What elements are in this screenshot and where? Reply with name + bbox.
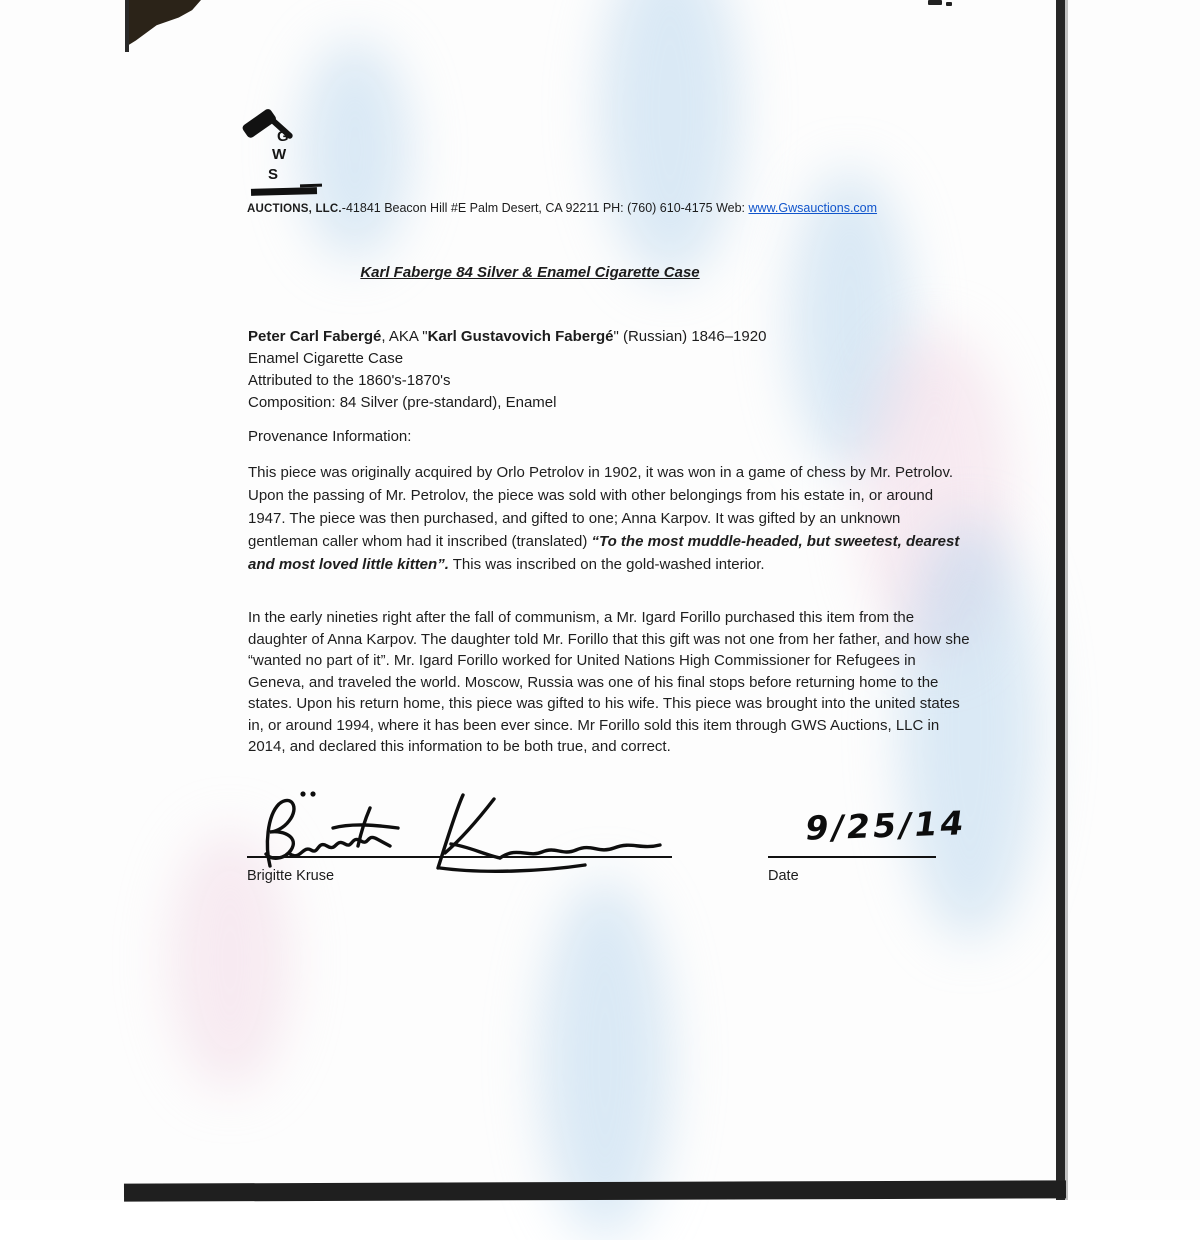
artist-name: Peter Carl Fabergé [248,328,382,345]
scan-edge-left [125,0,129,52]
paragraph-1-text-end: This was inscribed on the gold-washed interior. [448,556,765,573]
date-rule [768,856,936,858]
scan-streak [600,0,740,280]
logo-letter-g: G [277,128,289,145]
item-line-1-mid: , AKA " [381,328,428,345]
scan-edge-right [1056,0,1065,1200]
website-link[interactable]: www.Gwsauctions.com [748,201,878,215]
scan-corner-artifact [127,0,201,46]
logo-letter-w: W [272,146,287,163]
company-address: -41841 Beacon Hill #E Palm Desert, CA 92211 PH: (760) 610-4175 Web: [341,201,749,215]
company-name: AUCTIONS, LLC. [247,203,342,215]
signer-name-label: Brigitte Kruse [247,868,335,884]
document-title: Karl Faberge 84 Silver & Enamel Cigarette Case [360,264,700,281]
provenance-paragraph-2: In the early nineties right after the fall of communism, a Mr. Igard Forillo purchased this item from the daughter of Anna Karpov. The daughter told Mr. Forillo that this gift was not one from her father, and how she “wanted no part of it”. Mr. Igard Forillo worked for United Nations High Commissioner for Refugees in Geneva, and traveled the world. Moscow, Russia was one of his final stops before returning home to the states. Upon his return home, this piece was gifted to his wife. This piece was brought into the united states in, or around 1994, where it has been ever since. Mr Forillo sold this item through GWS Auctions, LLC in 2014, and declared this information to be both true, and correct. [248,609,970,755]
provenance-paragraph-1 [248,461,964,576]
provenance-heading: Provenance Information: [248,428,412,445]
handwritten-date: 9/25/14 [802,803,970,848]
signature-rule [247,856,672,858]
item-line-4: Composition: 84 Silver (pre-standard), Enamel [248,394,557,411]
item-line-1 [248,326,766,348]
paragraph-1-text: This piece was originally acquired by Orlo Petrolov in 1902, it was won in a game of chess by Mr. Petrolov. Upon the passing of Mr. Petrolov, the piece was sold with other belongings from his estate in, or around 1947. The piece was then purchased, and gifted to one; Anna Karpov. It was gifted by an unknown gentleman caller whom had it inscribed (translated) [248,464,954,550]
scan-speck [946,2,952,6]
date-label: Date [768,868,799,884]
item-line-3: Attributed to the 1860's-1870's [248,372,451,389]
scan-speck [928,0,942,5]
item-line-1-end: " (Russian) 1846–1920 [613,328,767,345]
item-line-2: Enamel Cigarette Case [248,350,404,367]
logo-base-bar-small [300,184,322,188]
scan-edge-bottom [124,1180,1066,1201]
logo-letter-s: S [268,166,279,183]
letterhead-line [247,199,877,217]
signature-graphic [240,788,690,878]
inscription-quote: “To the most muddle-headed, but sweetest, dearest and most loved little kitten”. [248,533,960,573]
artist-aka-name: Karl Gustavovich Fabergé [427,328,614,345]
scan-streak [300,40,410,260]
logo-base-bar [251,187,317,196]
